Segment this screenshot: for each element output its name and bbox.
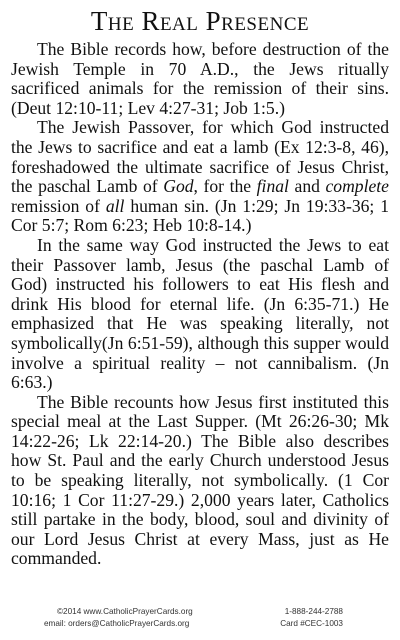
- passover-text-5: human sin. (Jn 1:29; Jn 19:33-36; 1 Cor 5:7; Rom 6:23; Heb 10:8-14.): [11, 195, 389, 236]
- passover-emphasis-complete: complete: [325, 176, 389, 197]
- footer-phone: 1-888-244-2788: [284, 607, 343, 616]
- paragraph-passover: [11, 118, 389, 236]
- footer-copyright: ©2014 www.CatholicPrayerCards.org: [57, 607, 193, 616]
- passover-text-2: , for the: [193, 176, 257, 197]
- passover-emphasis-all: all: [105, 195, 125, 216]
- footer-row-1: [0, 606, 400, 618]
- passover-text-3: and: [288, 176, 326, 197]
- paragraph-last-supper: The Bible recounts how Jesus first instituted this special meal at the Last Supper. (Mt 26:26-30; Mk 14:22-26; Lk 22:14-20.) The Bible also describes how St. Paul and the early Church understood Jesus to be speaking literally, not symbolically. (1 Cor 10:16; 1 Cor 11:27-29.) 2,000 years later, Catholics still partake in the body, blood, soul and divinity of our Lord Jesus Christ at every Mass, just as He commanded.: [11, 391, 389, 569]
- card-title: The Real Presence: [90, 6, 310, 36]
- footer-row-2: [0, 618, 400, 630]
- paragraph-temple-sacrifice: The Bible records how, before destruction of the Jewish Temple in 70 A.D., the Jews ritually sacrificed animals for the remission of their sins. (Deut 12:10-11; Lev 4:27-31; Job 1:5.): [11, 39, 389, 118]
- passover-emphasis-final: final: [256, 176, 289, 197]
- footer-card-number: Card #CEC-1003: [280, 619, 343, 628]
- passover-text-4: remission of: [11, 195, 106, 216]
- passover-emphasis-god: God: [163, 176, 194, 197]
- card-body: [11, 40, 389, 569]
- paragraph-eat-flesh: In the same way God instructed the Jews to eat their Passover lamb, Jesus (the paschal Lamb of God) instructed his followers to eat His flesh and drink His blood for eternal life. (Jn 6:35-71.) He emphasized that He was speaking literally, not symbolically(Jn 6:51-59), although this supper would involve a spiritual reality – not cannibalism. (Jn 6:63.): [11, 234, 389, 393]
- card-footer: [0, 606, 400, 630]
- footer-email: email: orders@CatholicPrayerCards.org: [44, 619, 190, 628]
- passover-text-1: The Jewish Passover, for which God instructed the Jews to sacrifice and eat a lamb (Ex 12:3-8, 46), foreshadowed the ultimate sacrifice of Jesus Christ, the paschal Lamb of: [11, 117, 389, 197]
